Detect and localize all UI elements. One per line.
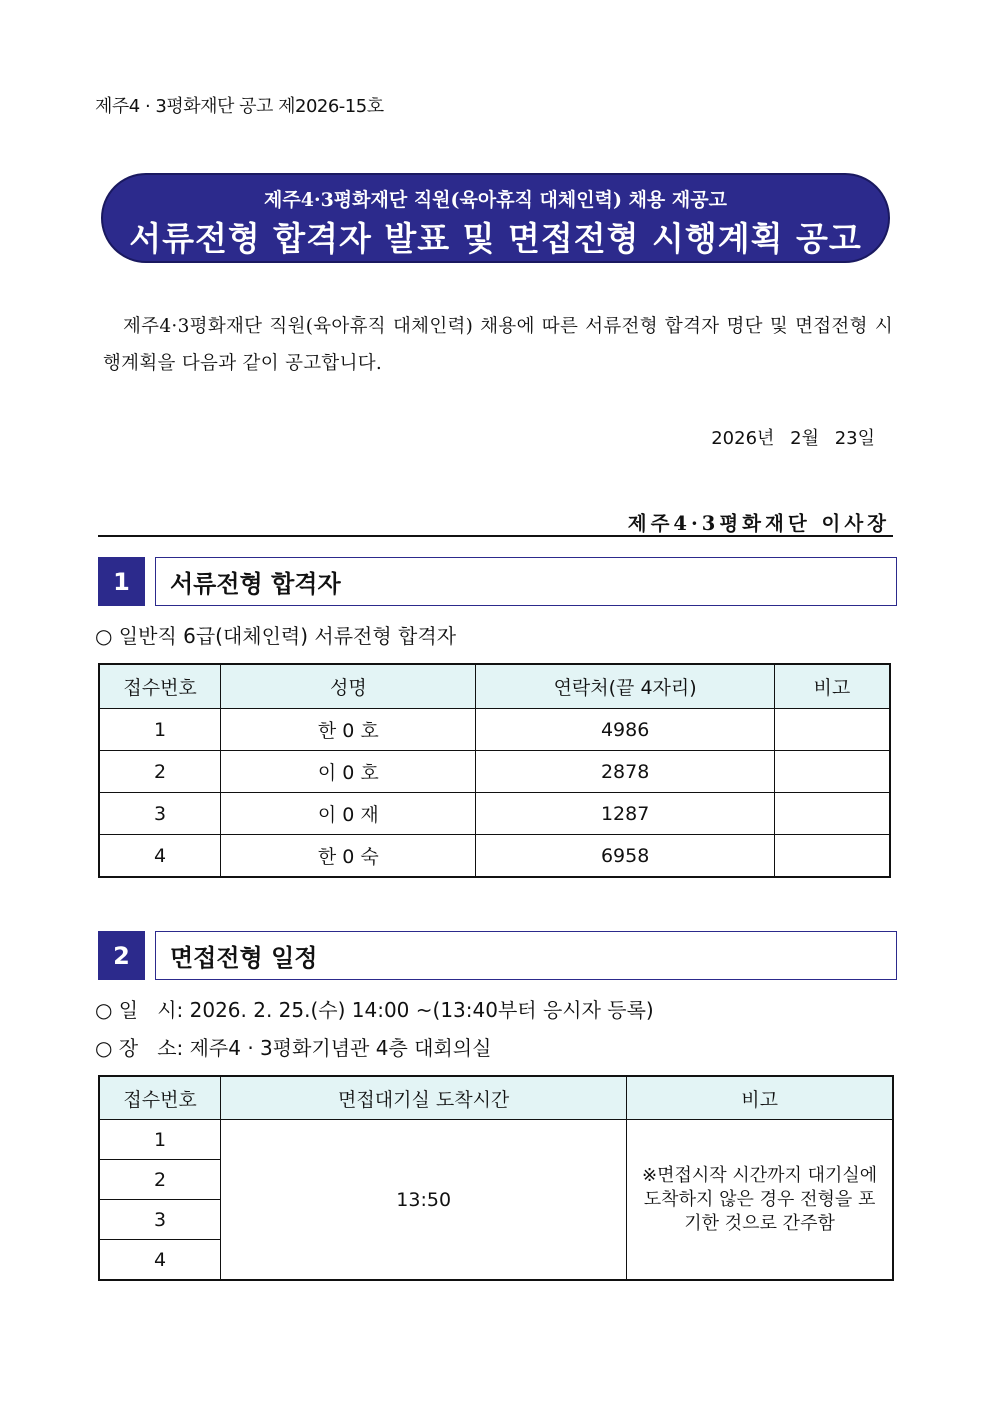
divider — [98, 535, 893, 537]
header-cell: 접수번호 — [99, 1076, 221, 1120]
banner-subtitle: 제주4·3평화재단 직원(육아휴직 대체인력) 채용 재공고 — [264, 189, 727, 211]
banner-title: 서류전형 합격자 발표 및 면접전형 시행계획 공고 — [129, 219, 862, 258]
table-cell — [774, 835, 890, 878]
section2-number: 2 — [98, 931, 145, 980]
section1-title: 서류전형 합격자 — [155, 557, 897, 606]
table-cell: 이 0 호 — [221, 751, 476, 793]
table-cell: 4 — [99, 1240, 221, 1281]
table-cell: 4986 — [476, 709, 774, 751]
table-row — [99, 709, 890, 751]
table-row — [99, 835, 890, 878]
section1-number: 1 — [98, 557, 145, 606]
arrival-time: 13:50 — [221, 1120, 627, 1281]
header-cell: 성명 — [221, 664, 476, 709]
signer: 제주4·3평화재단 이사장 — [627, 512, 890, 535]
table-cell: 3 — [99, 1200, 221, 1240]
table-cell: 4 — [99, 835, 221, 878]
table-cell: 이 0 재 — [221, 793, 476, 835]
interview-place: ○ 장 소: 제주4 · 3평화기념관 4층 대회의실 — [95, 1036, 492, 1060]
table-row — [99, 751, 890, 793]
table-cell: 1 — [99, 1120, 221, 1160]
table-cell: 1 — [99, 709, 221, 751]
table-header-row — [99, 1076, 893, 1120]
table-cell: 3 — [99, 793, 221, 835]
section1-bullet: ○ 일반직 6급(대체인력) 서류전형 합격자 — [95, 624, 457, 648]
table-cell — [774, 709, 890, 751]
doc-number: 제주4 · 3평화재단 공고 제2026-15호 — [95, 96, 384, 117]
table-cell: 2 — [99, 1160, 221, 1200]
header-cell: 비고 — [774, 664, 890, 709]
interview-schedule-table — [98, 1075, 894, 1281]
table-cell: 2878 — [476, 751, 774, 793]
table-cell: 6958 — [476, 835, 774, 878]
table-cell: 한 0 호 — [221, 709, 476, 751]
header-cell: 비고 — [627, 1076, 893, 1120]
table-row — [99, 1120, 893, 1160]
title-banner — [101, 173, 890, 263]
header-cell: 면접대기실 도착시간 — [221, 1076, 627, 1120]
interview-datetime: ○ 일 시: 2026. 2. 25.(수) 14:00 ~(13:40부터 응시자 등록) — [95, 998, 654, 1022]
header-cell: 접수번호 — [99, 664, 221, 709]
table-cell: 2 — [99, 751, 221, 793]
table-header-row — [99, 664, 890, 709]
header-cell: 연락처(끝 4자리) — [476, 664, 774, 709]
announcement-date: 2026년 2월 23일 — [711, 428, 875, 449]
table-cell — [774, 793, 890, 835]
document-pass-table — [98, 663, 891, 878]
intro-paragraph: 제주4·3평화재단 직원(육아휴직 대체인력) 채용에 따른 서류전형 합격자 명단 및 면접전형 시행계획을 다음과 같이 공고합니다. — [103, 316, 893, 374]
table-row — [99, 793, 890, 835]
section2-title: 면접전형 일정 — [155, 931, 897, 980]
table-cell: 1287 — [476, 793, 774, 835]
table-cell — [774, 751, 890, 793]
table-cell: 한 0 숙 — [221, 835, 476, 878]
remark-note: ※면접시작 시간까지 대기실에 도착하지 않은 경우 전형을 포기한 것으로 간주함 — [627, 1120, 893, 1281]
